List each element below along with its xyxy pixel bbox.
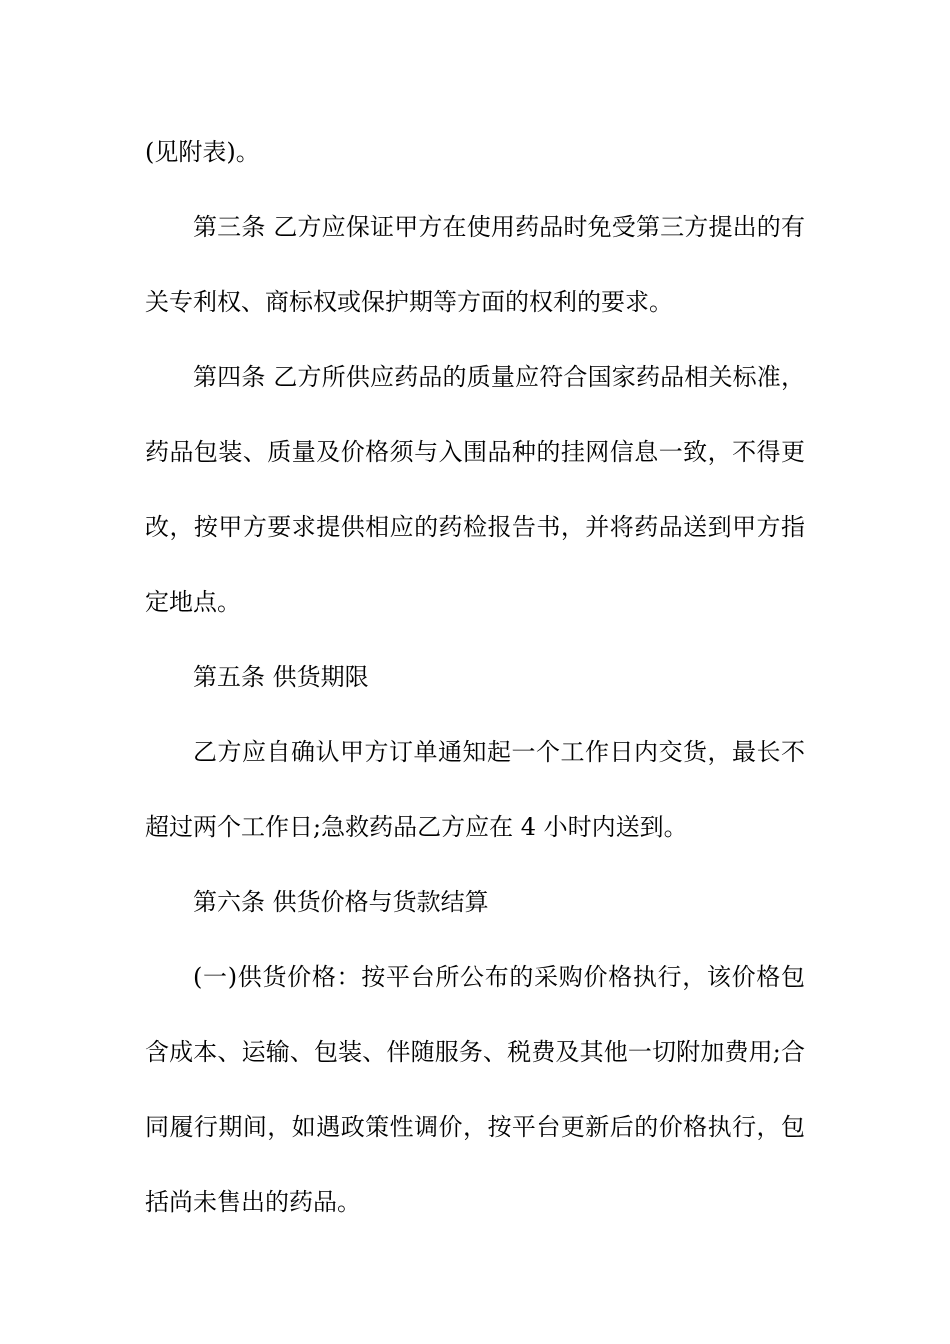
line-text: 改，按甲方要求提供相应的药检报告书，并将药品送到甲方指 [145, 513, 805, 541]
text-line [0, 1032, 950, 1072]
line-text: 括尚未售出的药品。 [145, 1188, 361, 1216]
line-text: (一)供货价格：按平台所公布的采购价格执行，该价格包 [193, 963, 805, 991]
article-5-heading: 第五条 供货期限 [193, 663, 369, 691]
line-text: 含成本、运输、包装、伴随服务、税费及其他一切附加费用;合 [145, 1038, 805, 1066]
text-line [0, 882, 950, 922]
text-line [0, 357, 950, 397]
text-line [0, 132, 950, 172]
text-line [0, 732, 950, 772]
text-line [0, 432, 950, 472]
line-text: 同履行期间，如遇政策性调价，按平台更新后的价格执行，包 [145, 1113, 805, 1141]
text-line [0, 282, 950, 322]
text-line [0, 657, 950, 697]
line-text: 关专利权、商标权或保护期等方面的权利的要求。 [145, 288, 673, 316]
line-text: 超过两个工作日;急救药品乙方应在 4 小时内送到。 [145, 813, 688, 841]
article-6-heading: 第六条 供货价格与货款结算 [193, 888, 489, 916]
text-line [0, 1182, 950, 1222]
article-3-line: 第三条 乙方应保证甲方在使用药品时免受第三方提出的有 [193, 213, 805, 241]
text-line [0, 582, 950, 622]
text-line [0, 807, 950, 847]
line-text: (见附表)。 [145, 138, 260, 166]
text-line [0, 507, 950, 547]
line-text: 乙方应自确认甲方订单通知起一个工作日内交货，最长不 [193, 738, 805, 766]
text-line [0, 207, 950, 247]
line-text: 定地点。 [145, 588, 241, 616]
line-text: 药品包装、质量及价格须与入围品种的挂网信息一致，不得更 [145, 438, 805, 466]
text-line [0, 1107, 950, 1147]
article-4-line: 第四条 乙方所供应药品的质量应符合国家药品相关标准， [193, 363, 805, 391]
text-line [0, 957, 950, 997]
